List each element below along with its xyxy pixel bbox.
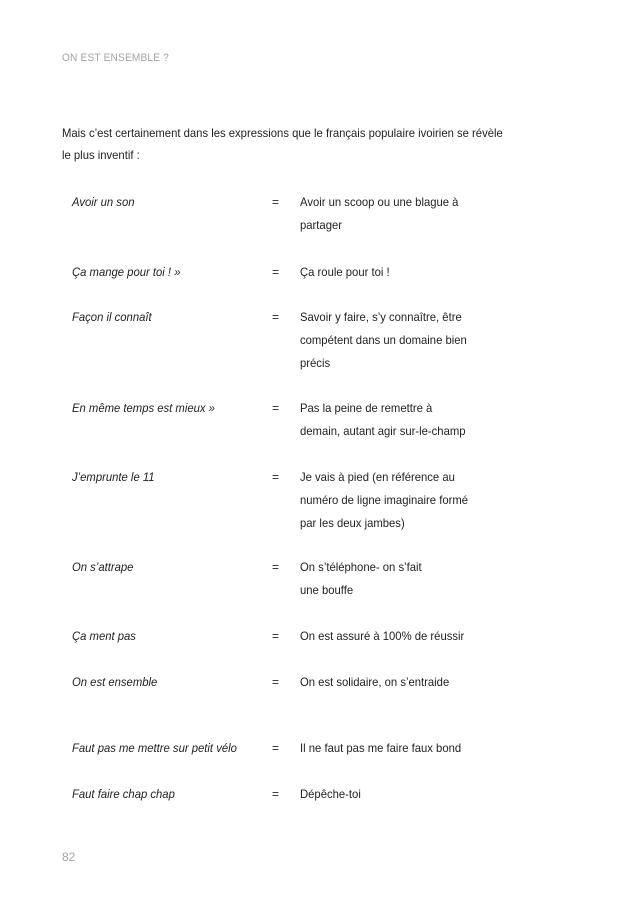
glossary-definition (300, 556, 479, 602)
equals-sign: = (272, 629, 280, 643)
glossary-definition (300, 397, 479, 443)
definition-line: Savoir y faire, s’y connaître, être (300, 310, 462, 324)
glossary-term: Avoir un son (72, 195, 135, 209)
equals-sign: = (272, 310, 280, 324)
equals-sign: = (272, 741, 280, 755)
definition-line: par les deux jambes) (300, 516, 405, 530)
definition-line: demain, autant agir sur-le-champ (300, 424, 466, 438)
definition-line: une bouffe (300, 583, 354, 597)
equals-sign: = (272, 560, 280, 574)
definition-line: On est solidaire, on s’entraide (300, 675, 450, 689)
glossary-term: En même temps est mieux » (72, 401, 215, 415)
glossary-term: Faut pas me mettre sur petit vélo (72, 741, 237, 755)
glossary-definition (300, 625, 479, 648)
equals-sign: = (272, 401, 280, 415)
definition-line: Pas la peine de remettre à (300, 401, 433, 415)
glossary-definition (300, 191, 479, 237)
glossary-term: Faut faire chap chap (72, 787, 175, 801)
definition-line: numéro de ligne imaginaire formé (300, 493, 469, 507)
glossary-term: Façon il connaît (72, 310, 152, 324)
glossary-term: Ça mange pour toi ! » (72, 265, 181, 279)
definition-line: Je vais à pied (en référence au (300, 470, 455, 484)
equals-sign: = (272, 787, 280, 801)
equals-sign: = (272, 195, 280, 209)
definition-line: Ça roule pour toi ! (300, 265, 390, 279)
glossary-term: On s’attrape (72, 560, 134, 574)
glossary-definition (300, 737, 479, 760)
running-head: ON EST ENSEMBLE ? (62, 52, 169, 64)
definition-line: Avoir un scoop ou une blague à (300, 195, 459, 209)
glossary-definition (300, 261, 479, 284)
page-number: 82 (62, 850, 76, 864)
glossary-definition (300, 466, 479, 535)
glossary-term: J’emprunte le 11 (72, 470, 155, 484)
glossary-definition (300, 783, 479, 806)
intro-paragraph: Mais c’est certainement dans les expressions que le français populaire ivoirien se révèle le plus inventif : (62, 126, 503, 162)
definition-line: compétent dans un domaine bien (300, 333, 467, 347)
glossary-term: Ça ment pas (72, 629, 136, 643)
glossary-definition (300, 306, 479, 375)
glossary-term: On est ensemble (72, 675, 158, 689)
definition-line: précis (300, 356, 331, 370)
equals-sign: = (272, 675, 280, 689)
equals-sign: = (272, 265, 280, 279)
definition-line: Dépêche-toi (300, 787, 361, 801)
definition-line: partager (300, 218, 343, 232)
equals-sign: = (272, 470, 280, 484)
glossary-definition (300, 671, 479, 694)
definition-line: On est assuré à 100% de réussir (300, 629, 465, 643)
definition-line: Il ne faut pas me faire faux bond (300, 741, 462, 755)
definition-line: On s’téléphone- on s’fait (300, 560, 422, 574)
